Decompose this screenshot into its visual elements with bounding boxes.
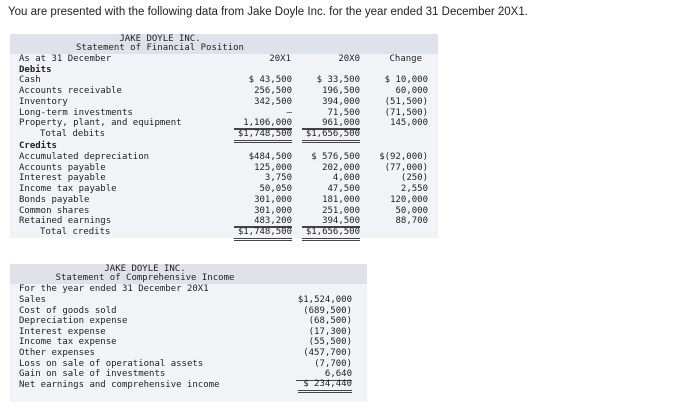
debit-20x0: 394,000 <box>322 96 360 107</box>
credit-20x0: 202,000 <box>322 162 360 173</box>
credit-change: 88,700 <box>395 216 428 227</box>
credit-20x0: $ 576,500 <box>311 152 360 162</box>
credit-label: Accumulated depreciation <box>19 152 150 162</box>
debit-label: Cash <box>19 75 41 86</box>
credit-label: Retained earnings <box>19 216 112 227</box>
debit-label: Accounts receivable <box>19 86 122 97</box>
income-item-amount: (17,300) <box>308 326 352 337</box>
sfp-company: JAKE DOYLE INC. <box>119 34 201 44</box>
net-earnings-amount: $ 234,440 <box>298 379 352 393</box>
credit-20x0: 181,000 <box>322 194 360 205</box>
credit-20x1: $484,500 <box>248 152 292 162</box>
credit-label: Bonds payable <box>19 194 90 205</box>
credit-20x0: 251,000 <box>322 205 360 216</box>
credit-20x0: 47,500 <box>327 184 360 195</box>
credit-20x1: 301,000 <box>254 194 292 205</box>
credit-20x0: 394,500 <box>302 216 360 228</box>
credit-change: (77,000) <box>384 162 428 173</box>
income-item-amount: $1,524,000 <box>297 295 352 305</box>
total-debits-label: Total debits <box>40 129 106 139</box>
credit-change: 2,550 <box>400 184 428 195</box>
debit-change: (51,500) <box>384 96 428 107</box>
credit-label: Common shares <box>19 205 90 216</box>
sfp-col-20x1: 20X1 <box>269 54 291 64</box>
total-debits-20x0: $1,656,500 <box>302 128 360 143</box>
credit-change: (250) <box>400 173 428 184</box>
total-credits-20x1: $1,748,500 <box>234 226 292 241</box>
comprehensive-income-table <box>10 264 367 402</box>
income-item-amount: (689,500) <box>303 305 352 316</box>
credit-change: 50,000 <box>395 205 428 216</box>
credit-change: 120,000 <box>390 194 428 205</box>
sfp-col-change: Change <box>389 54 422 64</box>
credit-20x0: 4,000 <box>332 173 360 184</box>
credit-20x1: 3,750 <box>264 173 292 184</box>
income-item-amount: (7,700) <box>314 358 352 369</box>
debit-20x0: 961,000 <box>302 118 360 130</box>
income-item-amount: (68,500) <box>308 316 352 327</box>
debit-label: Long-term investments <box>19 107 133 118</box>
debit-20x1: 256,500 <box>254 86 292 97</box>
debit-change: 145,000 <box>390 118 428 129</box>
sci-company: JAKE DOYLE INC. <box>104 264 186 274</box>
income-item-label: Income tax expense <box>19 337 117 348</box>
credit-20x1: 301,000 <box>254 205 292 216</box>
credits-heading: Credits <box>19 141 57 151</box>
debit-20x1: 1,106,000 <box>234 118 292 130</box>
debit-20x1: – <box>286 107 292 118</box>
financial-position-table <box>10 34 438 238</box>
debit-change: 60,000 <box>395 86 428 97</box>
income-item-label: Depreciation expense <box>19 316 128 327</box>
debits-heading: Debits <box>19 64 52 75</box>
income-item-label: Gain on sale of investments <box>19 369 166 380</box>
credit-20x1: 483,200 <box>234 216 292 228</box>
total-credits-label: Total credits <box>40 227 111 237</box>
income-item-label: Loss on sale of operational assets <box>19 358 204 369</box>
sci-title: Statement of Comprehensive Income <box>55 273 235 283</box>
income-item-label: Other expenses <box>19 348 95 358</box>
income-item-label: Interest expense <box>19 326 106 337</box>
credit-change: $(92,000) <box>379 152 428 162</box>
debit-20x1: $ 43,500 <box>248 75 292 86</box>
debit-20x0: $ 33,500 <box>316 75 360 86</box>
sci-period: For the year ended 31 December 20X1 <box>19 284 209 294</box>
total-credits-20x0: $1,656,500 <box>302 226 360 241</box>
intro-text: You are presented with the following data from Jake Doyle Inc. for the year ended 31 December 20X1. <box>8 6 528 18</box>
credit-20x1: 125,000 <box>254 162 292 173</box>
debit-label: Inventory <box>19 96 68 107</box>
sfp-title: Statement of Financial Position <box>76 43 244 53</box>
income-item-amount: (55,500) <box>308 337 352 348</box>
sfp-as-at: As at 31 December <box>19 54 112 64</box>
income-item-label: Cost of goods sold <box>19 305 117 316</box>
income-item-amount: (457,700) <box>303 348 352 358</box>
debit-20x0: 196,500 <box>322 86 360 97</box>
net-earnings-label: Net earnings and comprehensive income <box>19 380 220 390</box>
income-item-amount: 6,640 <box>296 369 352 381</box>
total-debits-20x1: $1,748,500 <box>234 128 292 143</box>
income-item-label: Sales <box>19 295 47 305</box>
credit-label: Income tax payable <box>19 184 117 195</box>
sfp-col-20x0: 20X0 <box>338 54 360 64</box>
debit-20x1: 342,500 <box>254 96 292 107</box>
debit-label: Property, plant, and equipment <box>19 118 182 129</box>
credit-label: Interest payable <box>19 173 106 184</box>
debit-change: (71,500) <box>384 107 428 118</box>
debit-change: $ 10,000 <box>384 75 428 86</box>
debit-20x0: 71,500 <box>327 107 360 118</box>
credit-20x1: 50,050 <box>259 184 292 195</box>
credit-label: Accounts payable <box>19 162 106 173</box>
